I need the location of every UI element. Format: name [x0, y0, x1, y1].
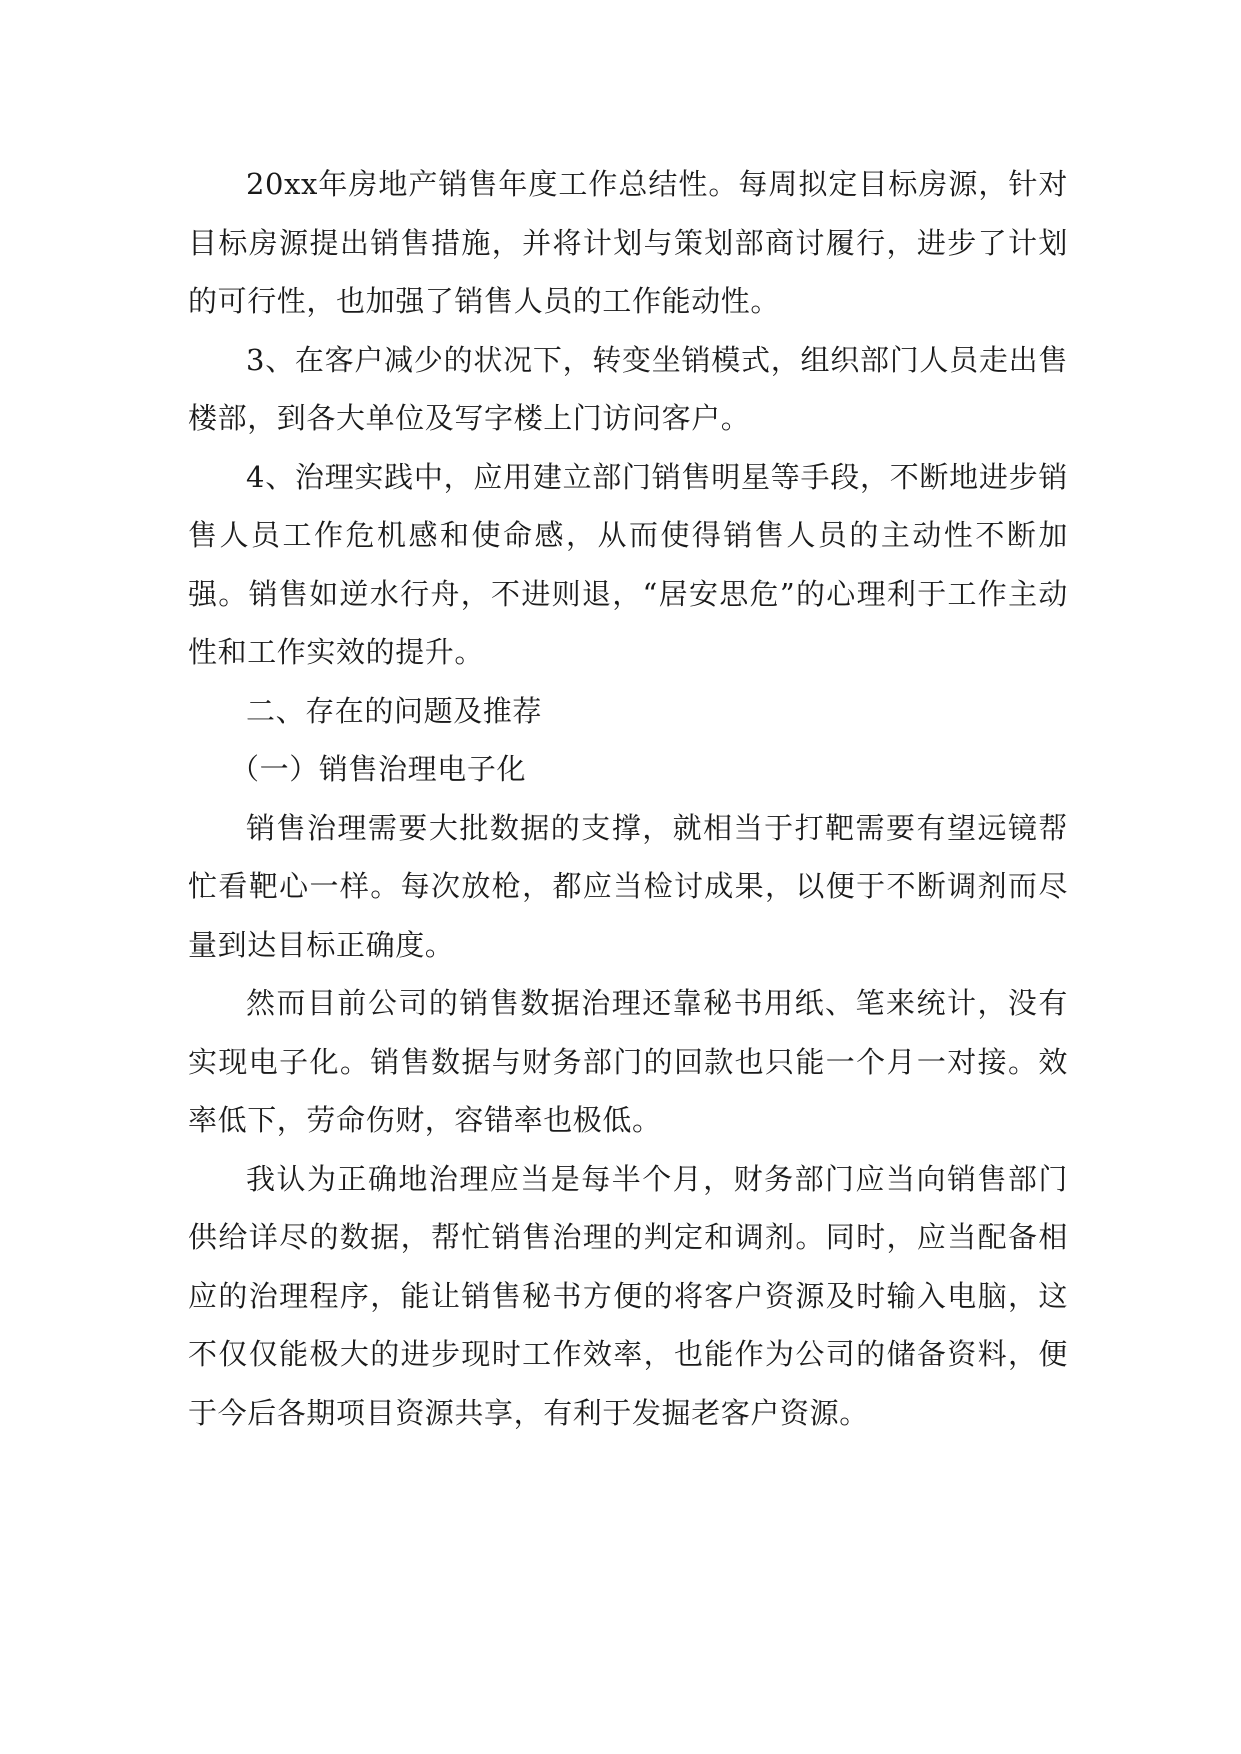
paragraph-summary: 20xx年房地产销售年度工作总结性。每周拟定目标房源，针对目标房源提出销售措施，并将计划与策划部商讨履行，进步了计划的可行性，也加强了销售人员的工作能动性。 — [188, 167, 1068, 318]
paragraph-recommendation: 我认为正确地治理应当是每半个月，财务部门应当向销售部门供给详尽的数据，帮忙销售治理的判定和调剂。同时，应当配备相应的治理程序，能让销售秘书方便的将客户资源及时输入电脑，这不仅仅能极大的进步现时工作效率，也能作为公司的储备资料，便于今后各期项目资源共享，有利于发掘老客户资源。 — [188, 1161, 1068, 1430]
paragraph-item-4: 4、治理实践中，应用建立部门销售明星等手段，不断地进步销售人员工作危机感和使命感，从而使得销售人员的主动性不断加强。销售如逆水行舟，不进则退，“居安思危”的心理利于工作主动性和工作实效的提升。 — [188, 459, 1068, 669]
paragraph-current-status: 然而目前公司的销售数据治理还靠秘书用纸、笔来统计，没有实现电子化。销售数据与财务部门的回款也只能一个月一对接。效率低下，劳命伤财，容错率也极低。 — [188, 986, 1068, 1137]
subsection-heading: （一）销售治理电子化 — [230, 752, 527, 786]
section-heading: 二、存在的问题及推荐 — [246, 693, 543, 728]
paragraph-item-3: 3、在客户减少的状况下，转变坐销模式，组织部门人员走出售楼部，到各大单位及写字楼上门访问客户。 — [188, 342, 1068, 435]
paragraph-data-support: 销售治理需要大批数据的支撑，就相当于打靶需要有望远镜帮忙看靶心一样。每次放枪，都应当检讨成果，以便于不断调剂而尽量到达目标正确度。 — [188, 810, 1068, 962]
document-body — [188, 155, 1068, 1442]
